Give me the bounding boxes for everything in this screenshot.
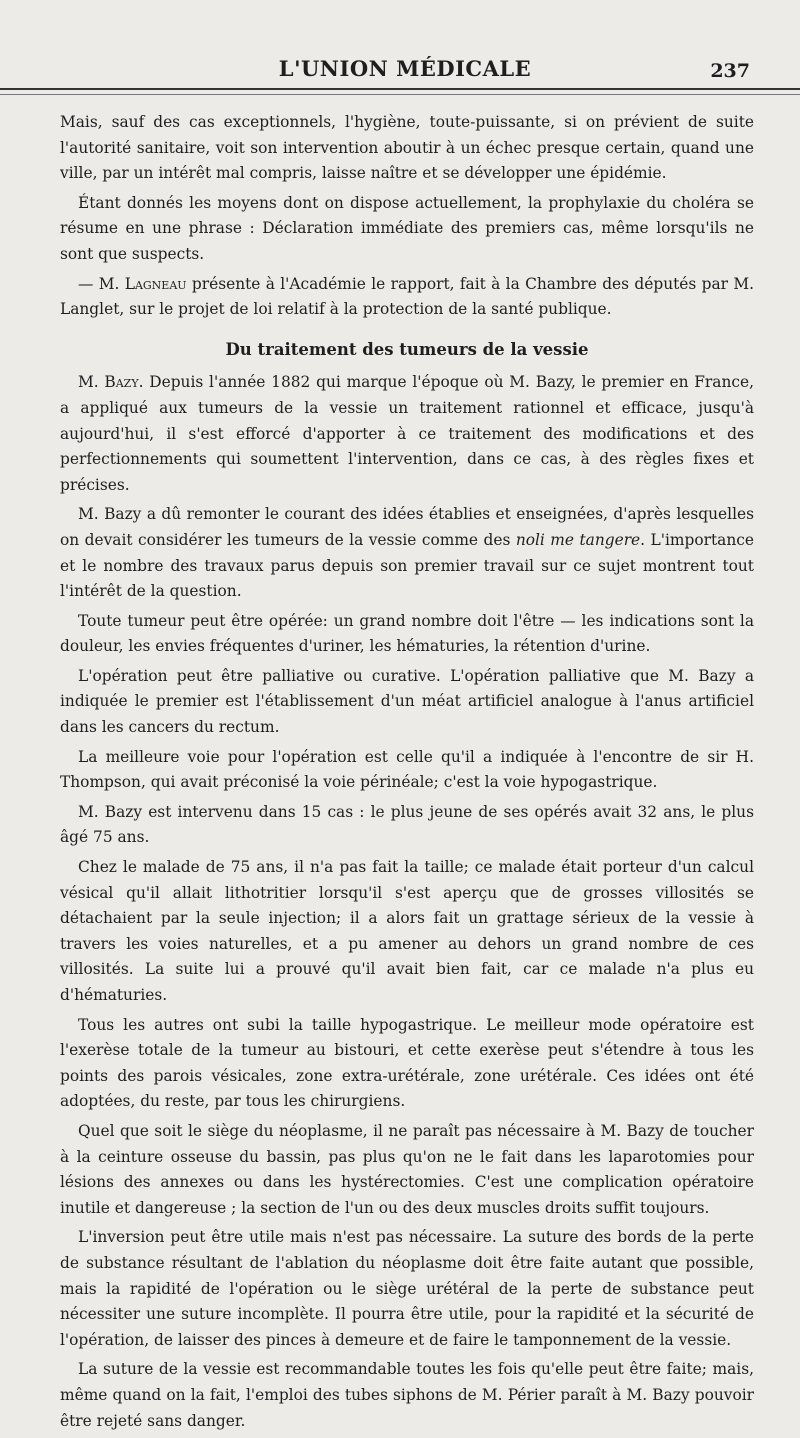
paragraph — [60, 272, 754, 323]
paragraph-text: M. — [78, 373, 105, 392]
article-body — [60, 110, 754, 1438]
paragraph: Quel que soit le siège du néoplasme, il ne paraît pas nécessaire à M. Bazy de toucher à la ceinture osseuse du bassin, pas plus qu'on ne le fait dans les laparotomies pour lésions des annexes ou dans les hystérectomies. C'est une complication opératoire inutile et dangereuse ; la section de l'un ou des deux muscles droits suffit toujours. — [60, 1121, 754, 1217]
paragraph: Chez le malade de 75 ans, il n'a pas fait la taille; ce malade était porteur d'un calcul vésical qu'il allait lithotritier lorsqu'il s'est aperçu que de grosses villosités se détachaient par la seule injection; il a alors fait un grattage sérieux de la vessie à travers les voies naturelles, et a pu amener au dehors un grand nombre de ces villosités. La suite lui a prouvé qu'il avait bien fait, car ce malade n'a plus eu d'hématuries. — [60, 858, 754, 1004]
paragraph — [60, 370, 754, 498]
paragraph: Mais, sauf des cas exceptionnels, l'hygiène, toute-puissante, si on prévient de suite l'autorité sanitaire, voit son intervention aboutir à un échec presque certain, quand une ville, par un intérêt mal compris, laisse naître et se développer une épidémie. — [60, 113, 754, 183]
section-title: Du traitement des tumeurs de la vessie — [225, 339, 589, 359]
paragraph: Toute tumeur peut être opérée: un grand nombre doit l'être — les indications sont la douleur, les envies fréquentes d'uriner, les hématuries, la rétention d'urine. — [60, 611, 754, 656]
italic-phrase: noli me tangere — [515, 530, 641, 549]
paragraph: L'inversion peut être utile mais n'est pas nécessaire. La suture des bords de la perte de substance résultant de l'ablation du néoplasme doit être faite autant que possible, mais la rapidité de l'opération ou le siège urétéral de la perte de substance peut nécessiter une suture incomplète. Il pourra être utile, pour la rapidité et la sécurité de l'opération, de laisser des pinces à demeure et de faire le tamponnement de la vessie. — [60, 1228, 754, 1349]
paragraph: M. Bazy est intervenu dans 15 cas : le plus jeune de ses opérés avait 32 ans, le plus âgé 75 ans. — [60, 802, 754, 847]
paragraph-text: présente à l'Académie le rapport, fait à la Chambre des députés par M. Langlet, sur le projet de loi relatif à la protection de la santé publique. — [60, 274, 755, 319]
author-name: Lagneau — [124, 274, 187, 293]
header-rule-thin — [0, 94, 800, 95]
paragraph: Tous les autres ont subi la taille hypogastrique. Le meilleur mode opératoire est l'exerèse totale de la tumeur au bistouri, et cette exerèse peut s'étendre à tous les points des parois vésicales, zone extra-urétérale, zone urétérale. Ces idées ont été adoptées, du reste, par tous les chirurgiens. — [60, 1015, 754, 1111]
paragraph: Étant donnés les moyens dont on dispose actuellement, la prophylaxie du choléra se résume en une phrase : Déclaration immédiate des premiers cas, même lorsqu'ils ne sont que suspects. — [60, 193, 754, 263]
page-header — [60, 0, 750, 82]
paragraph: La meilleure voie pour l'opération est celle qu'il a indiquée à l'encontre de sir H. Thompson, qui avait préconisé la voie périnéale; c'est la voie hypogastrique. — [60, 747, 754, 792]
header-rule — [0, 88, 800, 90]
paragraph-text: . L'importance et le nombre des travaux parus depuis son premier travail sur ce sujet montrent tout l'intérêt de la question. — [60, 530, 754, 601]
paragraph-text: . Depuis l'année 1882 qui marque l'époque où M. Bazy, le premier en France, a appliqué aux tumeurs de la vessie un traitement rationnel et efficace, jusqu'à aujourd'hui, il s'est efforcé d'apporter à ce traitement des modifications et des perfectionnements qui soumettent l'intervention, dans ce cas, à des règles fixes et précises. — [60, 373, 754, 494]
paragraph-text: M. Bazy a dû remonter le courant des idées établies et enseignées, d'après lesquelles on devait considérer les tumeurs de la vessie comme des — [60, 505, 754, 549]
paragraph — [60, 502, 754, 604]
page-number: 237 — [710, 60, 750, 82]
author-name: Bazy — [104, 373, 139, 392]
paragraph: La suture de la vessie est recommandable toutes les fois qu'elle peut être faite; mais, même quand on la fait, l'emploi des tubes siphons de M. Périer paraît à M. Bazy pouvoir être rejeté sans danger. — [60, 1360, 754, 1430]
paragraph-text: — M. — [78, 274, 125, 293]
journal-title: L'UNION MÉDICALE — [278, 56, 532, 81]
paragraph: L'opération peut être palliative ou curative. L'opération palliative que M. Bazy a indiquée le premier est l'établissement d'un méat artificiel analogue à l'anus artificiel dans les cancers du rectum. — [60, 666, 754, 737]
